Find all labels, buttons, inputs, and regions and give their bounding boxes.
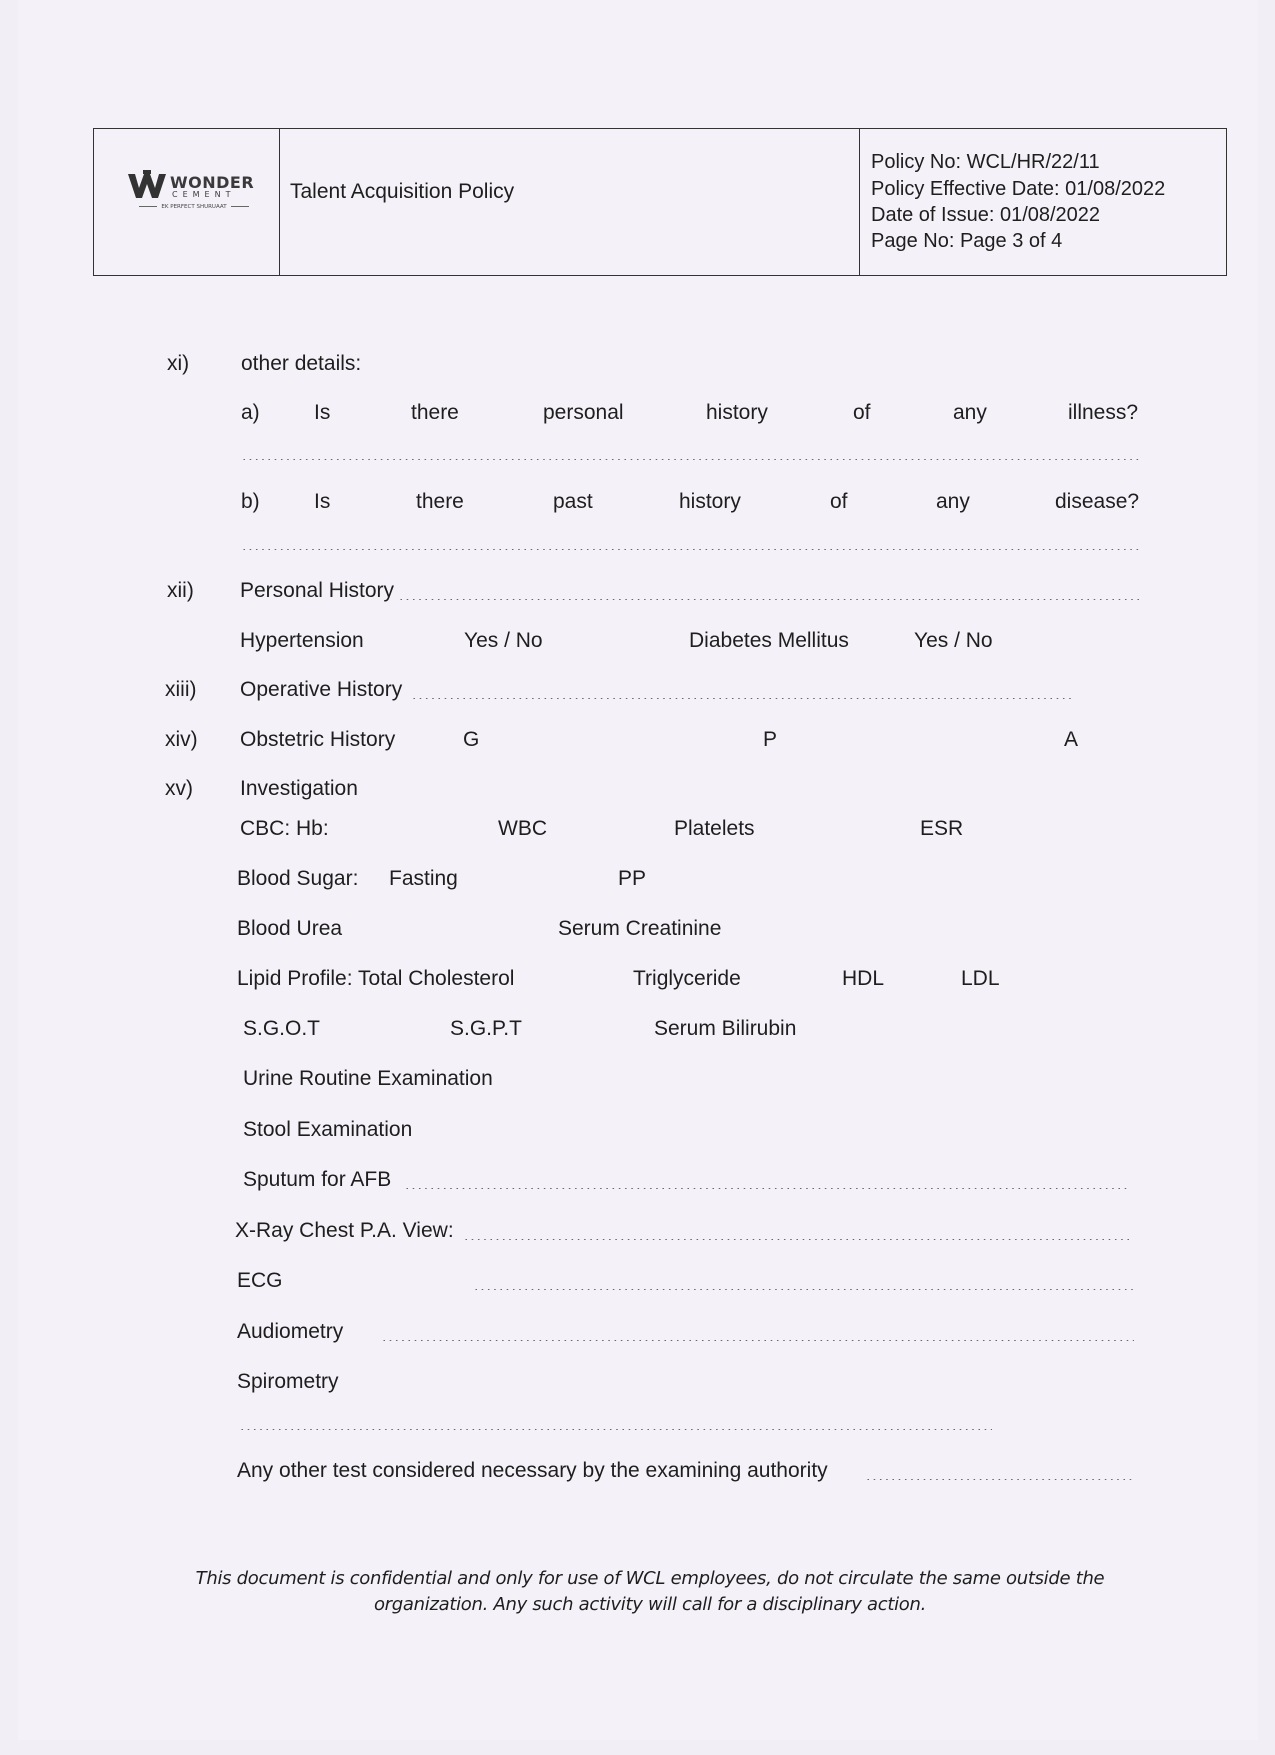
sputum-label: Sputum for AFB — [243, 1168, 392, 1191]
footer-line-2: organization. Any such activity will call for a disciplinary action. — [373, 1594, 927, 1615]
question-b-word: Is — [314, 490, 331, 513]
header-divider-1 — [279, 129, 280, 275]
section-xiv-number: xiv) — [165, 728, 198, 751]
fasting-label: Fasting — [389, 867, 458, 890]
policy-title: Talent Acquisition Policy — [290, 180, 515, 203]
question-b-word: any — [936, 490, 970, 513]
obstetric-g: G — [463, 728, 480, 751]
hdl-label: HDL — [842, 967, 885, 990]
section-xii-number: xii) — [167, 579, 194, 602]
question-b-letter: b) — [241, 490, 260, 513]
esr-label: ESR — [920, 817, 964, 840]
sgot-label: S.G.O.T — [243, 1017, 321, 1040]
obstetric-a: A — [1064, 728, 1079, 751]
sputum-line[interactable] — [405, 1183, 1130, 1189]
hypertension-label: Hypertension — [240, 629, 364, 652]
sgpt-label: S.G.P.T — [450, 1017, 522, 1040]
question-b-word: of — [830, 490, 848, 513]
triglyceride-label: Triglyceride — [633, 967, 741, 990]
stool-exam-label: Stool Examination — [243, 1118, 413, 1141]
logo-name: WONDER — [170, 173, 255, 192]
personal-history-label: Personal History — [240, 579, 395, 602]
xray-label: X-Ray Chest P.A. View: — [235, 1219, 454, 1242]
operative-history-label: Operative History — [240, 678, 403, 701]
urine-routine-label: Urine Routine Examination — [243, 1067, 493, 1090]
question-a-word: of — [853, 401, 871, 424]
ldl-label: LDL — [961, 967, 1000, 990]
answer-b-line[interactable] — [242, 544, 1140, 550]
diabetes-yes-no[interactable]: Yes / No — [914, 629, 993, 652]
policy-number: Policy No: WCL/HR/22/11 — [871, 151, 1100, 173]
pp-label: PP — [618, 867, 647, 890]
cbc-hb-label: CBC: Hb: — [240, 817, 329, 840]
hypertension-yes-no[interactable]: Yes / No — [464, 629, 543, 652]
logo-w-icon — [126, 168, 168, 202]
lipid-profile-label: Lipid Profile: Total Cholesterol — [237, 967, 515, 990]
footer-line-1: This document is confidential and only for use of WCL employees, do not circulate the same outside the — [195, 1568, 1105, 1589]
header-divider-2 — [859, 129, 860, 275]
operative-history-line[interactable] — [412, 693, 1072, 699]
confidentiality-footer — [150, 1566, 1150, 1618]
ecg-line[interactable] — [474, 1284, 1134, 1290]
company-logo — [126, 168, 262, 216]
section-xi-number: xi) — [167, 352, 190, 375]
obstetric-p: P — [763, 728, 778, 751]
wbc-label: WBC — [498, 817, 547, 840]
question-a-word: there — [411, 401, 459, 424]
other-test-line[interactable] — [866, 1474, 1134, 1480]
question-a-word: personal — [543, 401, 624, 424]
question-a-letter: a) — [241, 401, 260, 424]
serum-creatinine-label: Serum Creatinine — [558, 917, 722, 940]
obstetric-history-label: Obstetric History — [240, 728, 396, 751]
ecg-label: ECG — [237, 1269, 283, 1292]
question-a-word: illness? — [1068, 401, 1139, 424]
issue-date: Date of Issue: 01/08/2022 — [871, 204, 1101, 226]
question-b-word: disease? — [1055, 490, 1140, 513]
audiometry-label: Audiometry — [237, 1320, 344, 1343]
page-number: Page No: Page 3 of 4 — [871, 230, 1063, 252]
diabetes-label: Diabetes Mellitus — [689, 629, 849, 652]
logo-tagline: EK PERFECT SHURUAAT — [126, 204, 262, 210]
investigation-label: Investigation — [240, 777, 358, 800]
question-b-word: there — [416, 490, 464, 513]
question-a-word: history — [706, 401, 768, 424]
question-a-word: any — [953, 401, 987, 424]
question-b-word: history — [679, 490, 741, 513]
platelets-label: Platelets — [674, 817, 755, 840]
question-a-word: Is — [314, 401, 331, 424]
policy-effective-date: Policy Effective Date: 01/08/2022 — [871, 178, 1166, 200]
xray-line[interactable] — [464, 1234, 1131, 1240]
spirometry-line[interactable] — [240, 1424, 992, 1430]
logo-sub: CEMENT — [172, 190, 236, 199]
other-test-label: Any other test considered necessary by the examining authority — [237, 1459, 828, 1482]
section-xiii-number: xiii) — [165, 678, 197, 701]
blood-urea-label: Blood Urea — [237, 917, 343, 940]
question-b-word: past — [553, 490, 593, 513]
spirometry-label: Spirometry — [237, 1370, 339, 1393]
blood-sugar-label: Blood Sugar: — [237, 867, 359, 890]
answer-a-line[interactable] — [242, 454, 1140, 460]
section-xv-number: xv) — [165, 777, 193, 800]
section-xi-label: other details: — [241, 352, 362, 375]
audiometry-line[interactable] — [382, 1335, 1134, 1341]
serum-bilirubin-label: Serum Bilirubin — [654, 1017, 797, 1040]
personal-history-line[interactable] — [399, 594, 1139, 600]
